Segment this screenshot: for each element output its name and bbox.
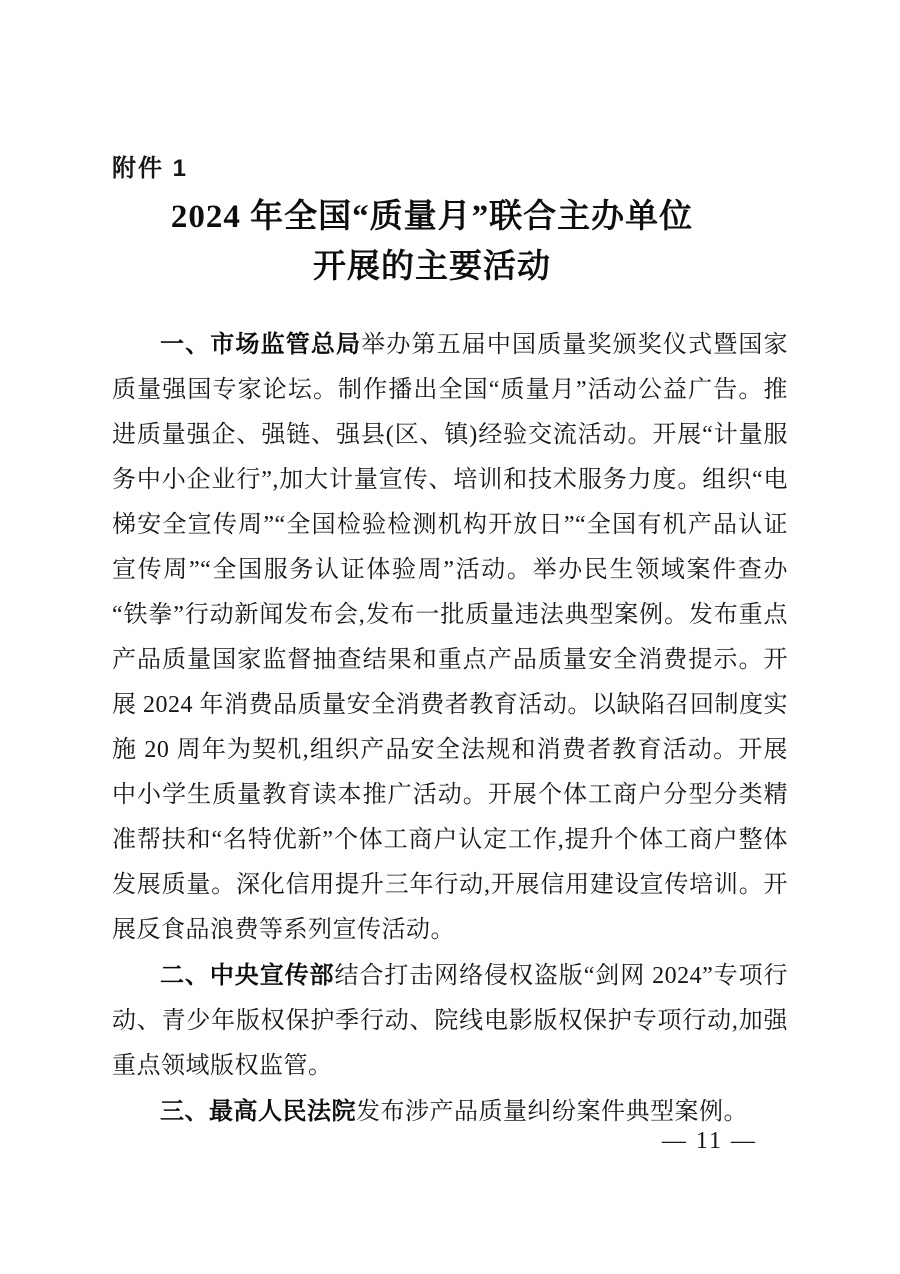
paragraph-lead: 三、最高人民法院 [160,1098,356,1125]
paragraph-lead: 二、中央宣传部 [160,962,335,989]
document-title-line-1: 2024 年全国“质量月”联合主办单位 [170,199,694,235]
page-number: — 11 — [661,1128,757,1154]
paragraph-text: 结合打击网络侵权盗版“剑网 2024”专项行动、青少年版权保护季行动、院线电影版权保护专项行动,加强重点领域版权监管。 [112,963,789,1079]
paragraph [112,953,788,1089]
document-title-line-2: 开展的主要活动 [313,249,551,285]
attachment-label: 附件 1 [112,155,189,182]
paragraph-text: 发布涉产品质量纠纷案件典型案例。 [356,1099,748,1125]
document-body [112,322,788,1135]
paragraph-lead: 一、市场监管总局 [160,331,362,358]
paragraph [112,322,788,953]
paragraph-text: 举办第五届中国质量奖颁奖仪式暨国家质量强国专家论坛。制作播出全国“质量月”活动公益广告。推进质量强企、强链、强县(区、镇)经验交流活动。开展“计量服务中小企业行”,加大计量宣传、培训和技术服务力度。组织“电梯安全宣传周”“全国检验检测机构开放日”“全国有机产品认证宣传周”“全国服务认证体验周”活动。举办民生领域案件查办“铁拳”行动新闻发布会,发布一批质量违法典型案例。发布重点产品质量国家监督抽查结果和重点产品质量安全消费提示。开展 2024 年消费品质量安全消费者教育活动。以缺陷召回制度实施 20 周年为契机,组织产品安全法规和消费者教育活动。开展中小学生质量教育读本推广活动。开展个体工商户分型分类精准帮扶和“名特优新”个体工商户认定工作,提升个体工商户整体发展质量。深化信用提升三年行动,开展信用建设宣传培训。开展反食品浪费等系列宣传活动。 [112,332,789,943]
document-title [112,192,752,292]
